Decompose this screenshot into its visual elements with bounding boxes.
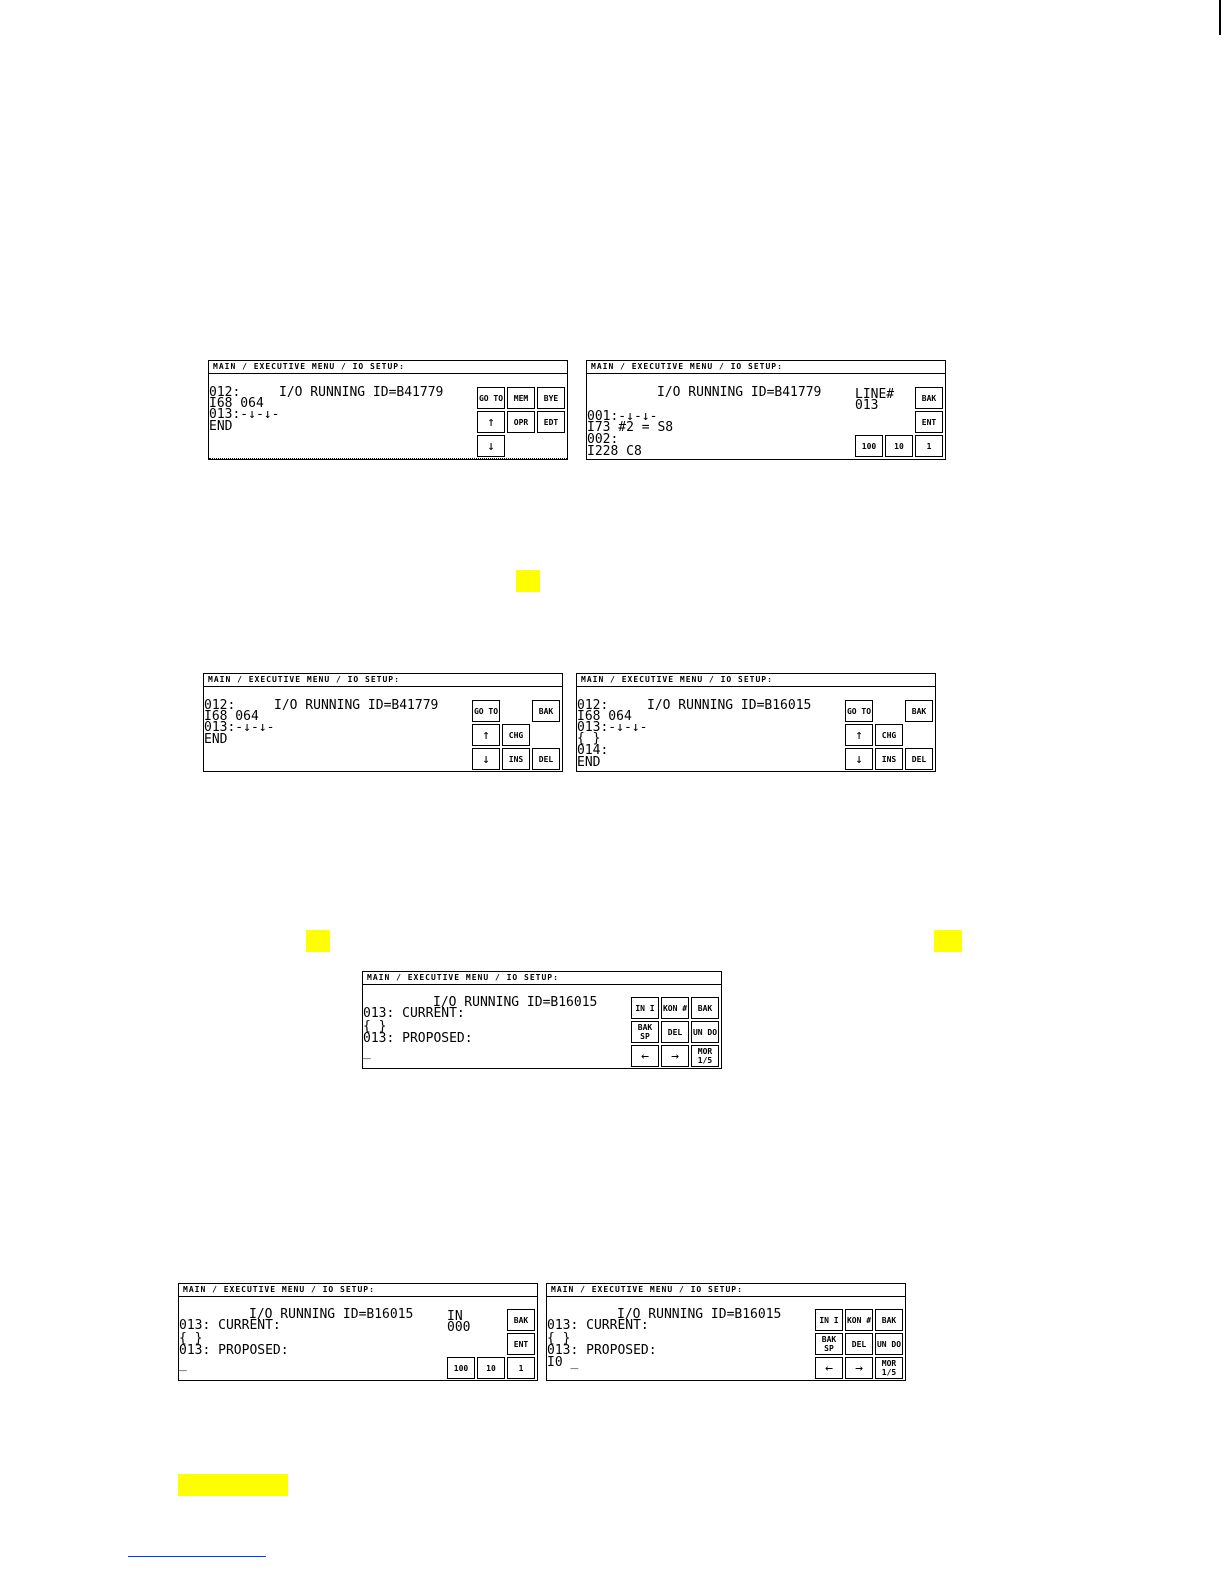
add-1-button[interactable]: 1 bbox=[507, 1357, 535, 1379]
screen-title: MAIN / EXECUTIVE MENU / IO SETUP: bbox=[577, 674, 935, 687]
program-line: END bbox=[209, 419, 233, 434]
highlight-mark bbox=[178, 1474, 288, 1496]
add-100-button[interactable]: 100 bbox=[855, 435, 883, 457]
del-button[interactable]: DEL bbox=[661, 1021, 689, 1043]
program-line: I0 _ bbox=[547, 1355, 579, 1370]
screen-title: MAIN / EXECUTIVE MENU / IO SETUP: bbox=[587, 361, 945, 374]
up-arrow-button[interactable]: ↑ bbox=[845, 724, 873, 746]
left-arrow-button[interactable]: ← bbox=[815, 1357, 843, 1379]
highlight-mark bbox=[934, 930, 962, 952]
kon-button[interactable]: KON # bbox=[845, 1309, 873, 1331]
up-arrow-button[interactable]: ↑ bbox=[472, 724, 500, 746]
in-button[interactable]: IN I bbox=[815, 1309, 843, 1331]
program-line: 001:-↓-↓- bbox=[587, 409, 658, 424]
program-line: { } bbox=[179, 1331, 203, 1346]
bak-button[interactable]: BAK bbox=[507, 1309, 535, 1331]
bak-button[interactable]: BAK bbox=[875, 1309, 903, 1331]
line-number-label: LINE# bbox=[855, 387, 895, 402]
highlight-mark bbox=[306, 930, 330, 952]
program-line: I228 C8 bbox=[587, 444, 642, 459]
ins-button[interactable]: INS bbox=[502, 748, 530, 770]
ent-button[interactable]: ENT bbox=[507, 1333, 535, 1355]
screen-goto-line bbox=[586, 360, 946, 460]
down-arrow-button[interactable]: ↓ bbox=[477, 435, 505, 457]
more-button[interactable]: MOR 1/5 bbox=[691, 1045, 719, 1067]
up-arrow-button[interactable]: ↑ bbox=[477, 411, 505, 433]
screen-title: MAIN / EXECUTIVE MENU / IO SETUP: bbox=[179, 1284, 537, 1297]
del-button[interactable]: DEL bbox=[532, 748, 560, 770]
status-header: I/O RUNNING ID=B16015 bbox=[433, 995, 598, 1010]
program-line: 013: PROPOSED: bbox=[179, 1343, 289, 1358]
bak-button[interactable]: BAK bbox=[691, 997, 719, 1019]
chg-button[interactable]: CHG bbox=[502, 724, 530, 746]
program-line: { } bbox=[547, 1331, 571, 1346]
ent-button[interactable]: ENT bbox=[915, 411, 943, 433]
program-line: { } bbox=[363, 1019, 387, 1034]
input-value: 000 bbox=[447, 1320, 471, 1335]
add-10-button[interactable]: 10 bbox=[885, 435, 913, 457]
program-line: 002: bbox=[587, 432, 619, 447]
in-button[interactable]: IN I bbox=[631, 997, 659, 1019]
del-button[interactable]: DEL bbox=[845, 1333, 873, 1355]
mem-button[interactable]: MEM bbox=[507, 387, 535, 409]
program-line: 012: bbox=[204, 698, 236, 713]
goto-button[interactable]: GO TO bbox=[477, 387, 505, 409]
screen-edit-2 bbox=[576, 673, 936, 772]
backspace-button[interactable]: BAK SP bbox=[815, 1333, 843, 1355]
screen-change-2 bbox=[546, 1283, 906, 1381]
status-header: I/O RUNNING ID=B41779 bbox=[279, 385, 444, 400]
right-arrow-button[interactable]: → bbox=[661, 1045, 689, 1067]
line-number-value: 013 bbox=[855, 398, 879, 413]
goto-button[interactable]: GO TO bbox=[472, 700, 500, 722]
program-line: 013: CURRENT: bbox=[179, 1318, 281, 1333]
chg-button[interactable]: CHG bbox=[875, 724, 903, 746]
program-line: I73 #2 = S8 bbox=[587, 420, 674, 435]
ins-button[interactable]: INS bbox=[875, 748, 903, 770]
screen-input-entry bbox=[178, 1283, 538, 1381]
program-line: { } bbox=[577, 731, 601, 746]
more-button[interactable]: MOR 1/5 bbox=[875, 1357, 903, 1379]
edt-button[interactable]: EDT bbox=[537, 411, 565, 433]
bak-button[interactable]: BAK bbox=[905, 700, 933, 722]
program-line: I68 064 bbox=[209, 396, 264, 411]
program-line: 013:-↓-↓- bbox=[204, 720, 275, 735]
add-10-button[interactable]: 10 bbox=[477, 1357, 505, 1379]
program-line: I68 064 bbox=[577, 709, 632, 724]
bye-button[interactable]: BYE bbox=[537, 387, 565, 409]
program-line: END bbox=[204, 732, 228, 747]
program-line: 014: bbox=[577, 743, 609, 758]
program-line: END bbox=[577, 755, 601, 770]
status-header: I/O RUNNING ID=B16015 bbox=[647, 698, 812, 713]
program-line: 013: CURRENT: bbox=[547, 1318, 649, 1333]
highlight-mark bbox=[516, 570, 540, 592]
del-button[interactable]: DEL bbox=[905, 748, 933, 770]
screen-change-1 bbox=[362, 971, 722, 1069]
goto-button[interactable]: GO TO bbox=[845, 700, 873, 722]
page-edge-line bbox=[1219, 0, 1221, 35]
down-arrow-button[interactable]: ↓ bbox=[845, 748, 873, 770]
status-header: I/O RUNNING ID=B41779 bbox=[274, 698, 439, 713]
screen-title: MAIN / EXECUTIVE MENU / IO SETUP: bbox=[204, 674, 562, 687]
backspace-button[interactable]: BAK SP bbox=[631, 1021, 659, 1043]
left-arrow-button[interactable]: ← bbox=[631, 1045, 659, 1067]
program-line: 013: PROPOSED: bbox=[363, 1031, 473, 1046]
program-line: 013: PROPOSED: bbox=[547, 1343, 657, 1358]
program-line: I68 064 bbox=[204, 709, 259, 724]
input-label: IN bbox=[447, 1309, 463, 1324]
bak-button[interactable]: BAK bbox=[532, 700, 560, 722]
status-header: I/O RUNNING ID=B16015 bbox=[617, 1307, 782, 1322]
add-100-button[interactable]: 100 bbox=[447, 1357, 475, 1379]
down-arrow-button[interactable]: ↓ bbox=[472, 748, 500, 770]
screen-exec-menu-1 bbox=[208, 360, 568, 460]
footnote-rule bbox=[128, 1556, 266, 1557]
add-1-button[interactable]: 1 bbox=[915, 435, 943, 457]
program-line: 013:-↓-↓- bbox=[209, 407, 280, 422]
program-line: 013:-↓-↓- bbox=[577, 720, 648, 735]
status-header: I/O RUNNING ID=B41779 bbox=[657, 385, 822, 400]
right-arrow-button[interactable]: → bbox=[845, 1357, 873, 1379]
program-line: 013: CURRENT: bbox=[363, 1006, 465, 1021]
program-line: 012: bbox=[209, 385, 241, 400]
bak-button[interactable]: BAK bbox=[915, 387, 943, 409]
status-header: I/O RUNNING ID=B16015 bbox=[249, 1307, 414, 1322]
program-line: 012: bbox=[577, 698, 609, 713]
screen-edit-1 bbox=[203, 673, 563, 772]
screen-title: MAIN / EXECUTIVE MENU / IO SETUP: bbox=[547, 1284, 905, 1297]
screen-title: MAIN / EXECUTIVE MENU / IO SETUP: bbox=[363, 972, 721, 985]
undo-button[interactable]: UN DO bbox=[875, 1333, 903, 1355]
kon-button[interactable]: KON # bbox=[661, 997, 689, 1019]
undo-button[interactable]: UN DO bbox=[691, 1021, 719, 1043]
opr-button[interactable]: OPR bbox=[507, 411, 535, 433]
program-line: _ bbox=[179, 1357, 187, 1372]
program-line: _ bbox=[363, 1045, 371, 1060]
screen-title: MAIN / EXECUTIVE MENU / IO SETUP: bbox=[209, 361, 567, 374]
